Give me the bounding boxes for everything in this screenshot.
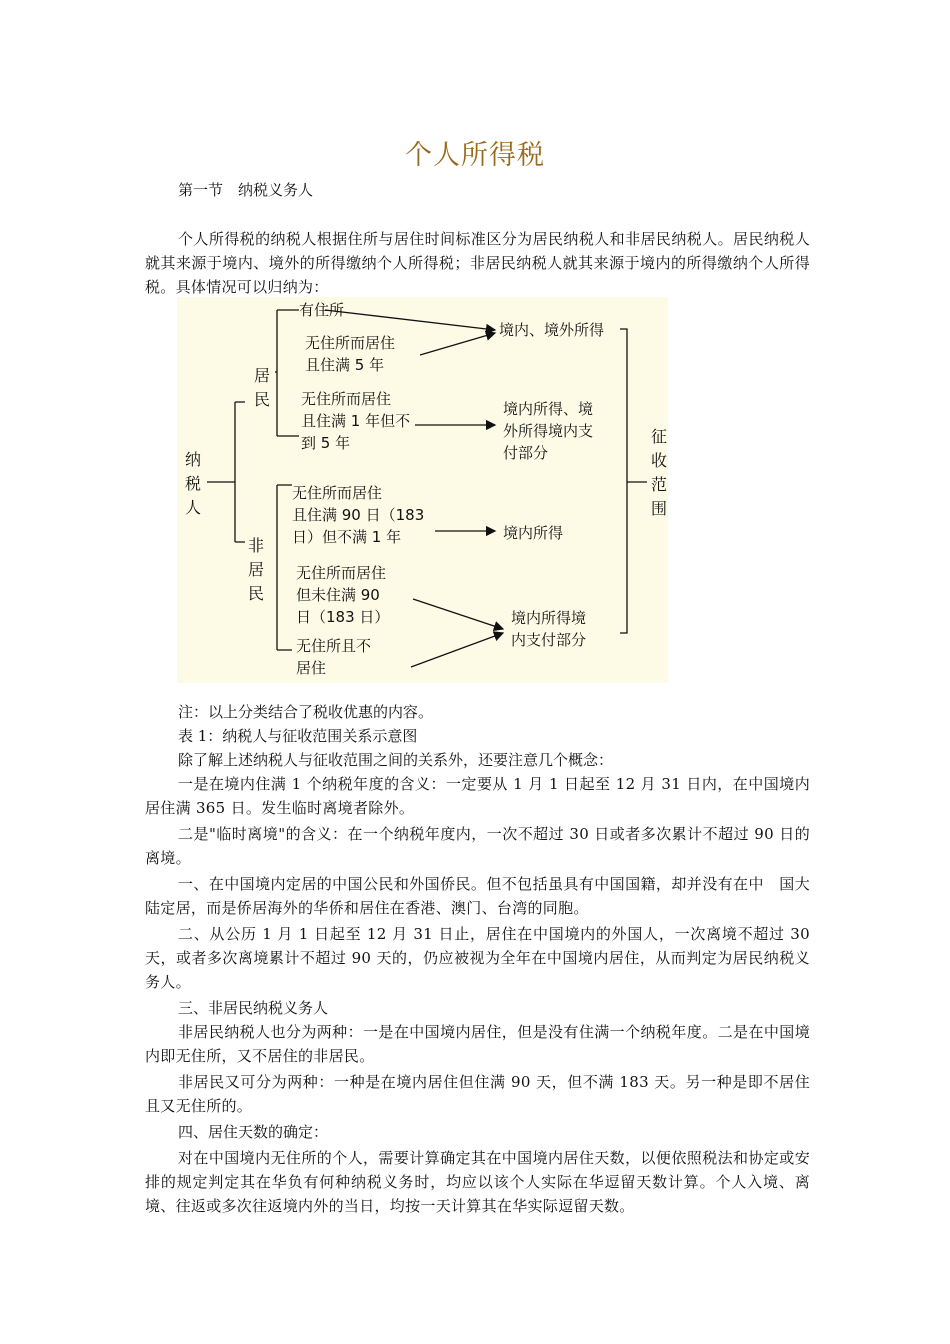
arrow-has-domicile — [325, 310, 495, 330]
condition-no-domicile: 无住所且不 居住 — [296, 637, 372, 677]
nonresident-label: 非居民 — [248, 536, 265, 603]
condition-has-domicile: 有住所 — [299, 301, 345, 319]
diagram-caption: 表 1：纳税人与征收范围关系示意图 — [178, 727, 418, 745]
section-heading: 第一节 纳税义务人 — [178, 181, 314, 199]
diagram-note: 注：以上分类结合了税收优惠的内容。 — [178, 703, 434, 721]
root-label: 纳税人 — [185, 450, 202, 517]
nonresident-heading: 三、非居民纳税义务人 — [178, 999, 329, 1017]
result-domestic-foreign-paid-domestic: 境内所得、境 外所得境内支 付部分 — [503, 400, 594, 462]
paragraph-residence-days: 对在中国境内无住所的个人，需要计算确定其在中国境内居住天数，以便依照税法和协定或安排的规定判定其在华负有何种纳税义务时，均应以该个人实际在华逗留天数计算。个人入境、离境、往返或多次往返境内外的当日，均按一天计算其在华实际逗留天数。 — [145, 1149, 810, 1215]
scope-bracket-line — [620, 329, 647, 633]
condition-one-to-five-years: 无住所而居住 且住满 1 年但不 到 5 年 — [301, 390, 411, 452]
resident-bracket-line — [275, 310, 299, 436]
result-domestic-paid-domestic: 境内所得境 内支付部分 — [511, 609, 587, 649]
taxpayer-scope-diagram — [177, 297, 668, 683]
paragraph-foreigners-residence: 二、从公历 1 月 1 日起至 12 月 31 日止，居住在中国境内的外国人，一次离境不超过 30 天，或者多次离境累计不超过 90 天的，仍应被视为全年在中国境内居住，从而判定为居民纳税义务人。 — [145, 925, 810, 991]
paragraph-full-year: 一是在境内住满 1 个纳税年度的含义：一定要从 1 月 1 日起至 12 月 31 日内，在中国境内居住满 365 日。发生临时离境者除外。 — [145, 775, 810, 817]
arrow-five-years — [420, 333, 495, 355]
intro-paragraph: 个人所得税的纳税人根据住所与居住时间标准区分为居民纳税人和非居民纳税人。居民纳税人就其来源于境内、境外的所得缴纳个人所得税；非居民纳税人就其来源于境内的所得缴纳个人所得税。具体情况可以归纳为： — [145, 230, 810, 296]
root-branch-line — [207, 402, 245, 542]
paragraph-temporary-exit: 二是"临时离境"的含义：在一个纳税年度内，一次不超过 30 日或者多次累计不超过 90 日的离境。 — [145, 825, 810, 867]
result-domestic-foreign-income: 境内、境外所得 — [499, 321, 605, 339]
paragraph-nonresident-types: 非居民纳税人也分为两种：一是在中国境内居住，但是没有住满一个纳税年度。二是在中国境内即无住所，又不居住的非居民。 — [145, 1023, 810, 1065]
nonresident-bracket-line — [277, 485, 292, 650]
arrow-no-domicile — [411, 633, 503, 667]
arrow-under-ninety-days — [413, 599, 503, 629]
condition-under-ninety-days: 无住所而居住 但未住满 90 日（183 日） — [296, 564, 390, 626]
scope-label: 征收范围 — [651, 427, 668, 518]
concept-intro: 除了解上述纳税人与征收范围之间的关系外，还要注意几个概念： — [178, 751, 614, 769]
paragraph-nonresident-subtypes: 非居民又可分为两种：一种是在境内居住但住满 90 天，但不满 183 天。另一种是即不居住且又无住所的。 — [145, 1073, 810, 1115]
page-title: 个人所得税 — [405, 140, 545, 171]
condition-ninety-days: 无住所而居住 且住满 90 日（183 日）但不满 1 年 — [292, 484, 425, 546]
paragraph-settled-citizens: 一、在中国境内定居的中国公民和外国侨民。但不包括虽具有中国国籍，却并没有在中 国大陆定居，而是侨居海外的华侨和居住在香港、澳门、台湾的同胞。 — [145, 875, 810, 917]
result-domestic-income: 境内所得 — [503, 524, 564, 542]
condition-five-years: 无住所而居住 且住满 5 年 — [305, 334, 396, 374]
residence-days-heading: 四、居住天数的确定： — [178, 1123, 329, 1141]
resident-label: 居民 — [254, 366, 271, 409]
